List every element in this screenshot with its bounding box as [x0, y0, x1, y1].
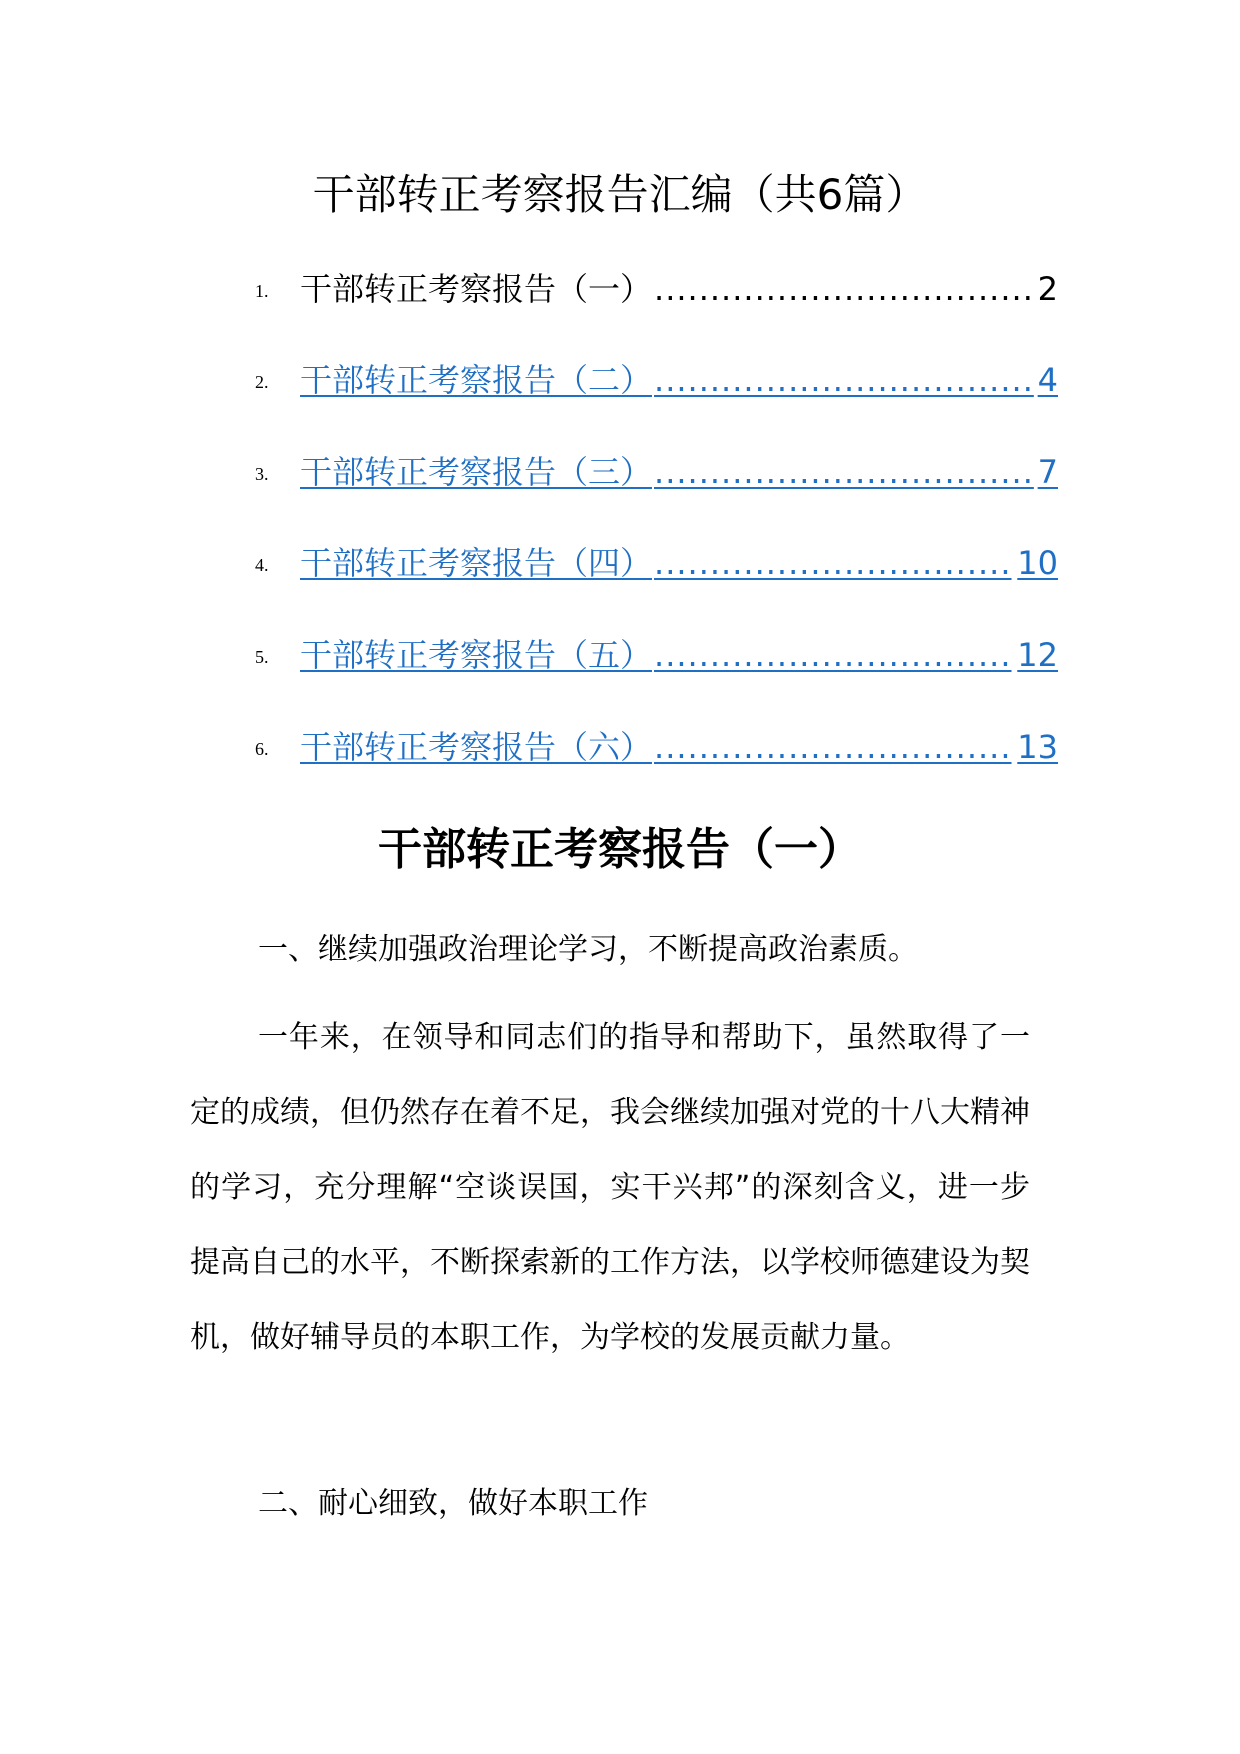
toc-link-2[interactable]: [300, 353, 1058, 403]
toc-item-6: [0, 720, 1240, 770]
toc-item-label: 干部转正考察报告（五）: [300, 636, 653, 674]
toc-item-label: 干部转正考察报告（三）: [300, 453, 653, 491]
toc-link-5[interactable]: [300, 628, 1058, 678]
toc-dot-leader: ..................................: [654, 361, 1034, 399]
section-heading: 干部转正考察报告（一）: [378, 824, 862, 875]
toc-item-4: [0, 536, 1240, 586]
toc-entry-1[interactable]: [300, 262, 1058, 312]
toc-item-5: [0, 628, 1240, 678]
body-paragraph-1: 一年来，在领导和同志们的指导和帮助下，虽然取得了一定的成绩，但仍然存在着不足，我会继续加强对党的十八大精神的学习，充分理解“空谈误国，实干兴邦”的深刻含义，进一步提高自己的水平，不断探索新的工作方法，以学校师德建设为契机，做好辅导员的本职工作，为学校的发展贡献力量。: [190, 1020, 1030, 1355]
toc-item-label: 干部转正考察报告（六）: [300, 728, 653, 766]
toc-item-2: [0, 353, 1240, 403]
toc-page-number: 13: [1017, 728, 1058, 766]
toc-page-number: 12: [1017, 636, 1058, 674]
toc-link-4[interactable]: [300, 536, 1058, 586]
toc-item-label: 干部转正考察报告（二）: [300, 361, 653, 399]
toc-item-number: 3.: [255, 464, 269, 484]
toc-item-number: 1.: [255, 281, 269, 301]
toc-dot-leader: ..................................: [654, 453, 1034, 491]
toc-link-3[interactable]: [300, 445, 1058, 495]
toc-link-6[interactable]: [300, 720, 1058, 770]
toc-item-label: 干部转正考察报告（四）: [300, 544, 653, 582]
toc-dot-leader: ................................: [654, 544, 1012, 582]
section-subheading-2: 二、耐心细致，做好本职工作: [258, 1486, 648, 1521]
toc-dot-leader: ................................: [654, 636, 1012, 674]
toc-item-number: 4.: [255, 555, 269, 575]
toc-dot-leader: ................................: [654, 728, 1012, 766]
toc-page-number: 4: [1037, 361, 1058, 399]
toc-page-number: 10: [1017, 544, 1058, 582]
toc-item-3: [0, 445, 1240, 495]
toc-item-number: 5.: [255, 647, 269, 667]
section-subheading-1: 一、继续加强政治理论学习，不断提高政治素质。: [258, 932, 918, 967]
toc-item-number: 2.: [255, 372, 269, 392]
toc-dot-leader: ..................................: [654, 270, 1034, 308]
toc-item-label: 干部转正考察报告（一）: [300, 270, 653, 308]
document-title: 干部转正考察报告汇编（共6篇）: [312, 170, 928, 219]
toc-item-number: 6.: [255, 739, 269, 759]
toc-page-number: 7: [1037, 453, 1058, 491]
toc-item-1: [0, 262, 1240, 312]
toc-page-number: 2: [1037, 270, 1058, 308]
